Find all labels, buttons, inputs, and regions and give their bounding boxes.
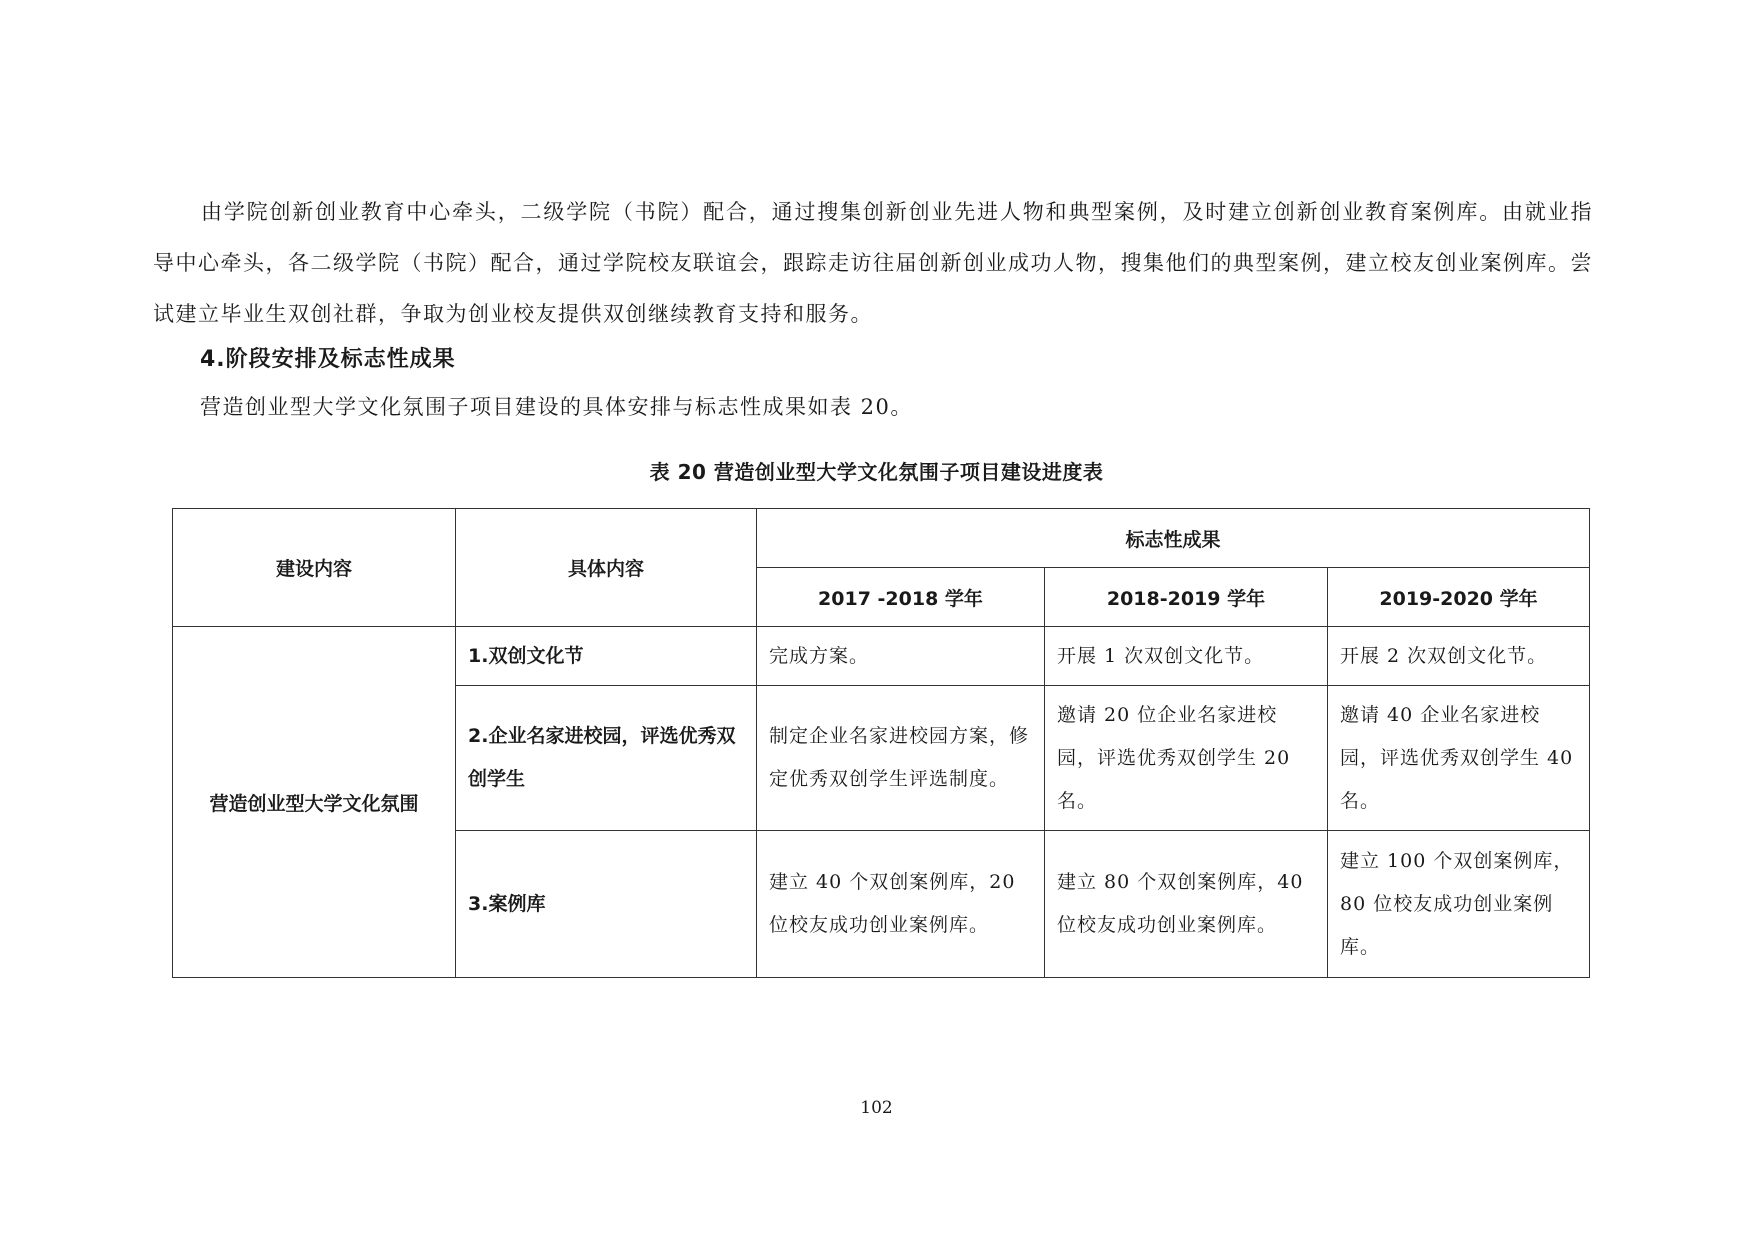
page-number: 102	[860, 1098, 893, 1118]
item-cell: 3.案例库	[456, 831, 757, 978]
header-content: 建设内容	[173, 509, 456, 627]
header-detail: 具体内容	[456, 509, 757, 627]
main-item-cell: 营造创业型大学文化氛围	[173, 627, 456, 978]
year1-cell: 制定企业名家进校园方案，修定优秀双创学生评选制度。	[757, 686, 1045, 831]
year3-cell: 邀请 40 企业名家进校园，评选优秀双创学生 40 名。	[1328, 686, 1590, 831]
table-row	[173, 627, 1590, 686]
header-year-1: 2017 -2018 学年	[757, 568, 1045, 627]
body-paragraph-2: 营造创业型大学文化氛围子项目建设的具体安排与标志性成果如表 20。	[200, 395, 913, 419]
header-results: 标志性成果	[757, 509, 1590, 568]
section-heading: 4.阶段安排及标志性成果	[200, 347, 456, 372]
header-year-3: 2019-2020 学年	[1328, 568, 1590, 627]
year3-cell: 建立 100 个双创案例库，80 位校友成功创业案例库。	[1328, 831, 1590, 978]
item-cell: 1.双创文化节	[456, 627, 757, 686]
item-cell: 2.企业名家进校园，评选优秀双创学生	[456, 686, 757, 831]
header-year-2: 2018-2019 学年	[1045, 568, 1328, 627]
year1-cell: 完成方案。	[757, 627, 1045, 686]
year2-cell: 邀请 20 位企业名家进校园，评选优秀双创学生 20 名。	[1045, 686, 1328, 831]
year2-cell: 开展 1 次双创文化节。	[1045, 627, 1328, 686]
table-header-row	[173, 509, 1590, 568]
table-caption: 表 20 营造创业型大学文化氛围子项目建设进度表	[649, 460, 1104, 484]
body-paragraph-1: 由学院创新创业教育中心牵头，二级学院（书院）配合，通过搜集创新创业先进人物和典型案例，及时建立创新创业教育案例库。由就业指导中心牵头，各二级学院（书院）配合，通过学院校友联谊会，跟踪走访往届创新创业成功人物，搜集他们的典型案例，建立校友创业案例库。尝试建立毕业生双创社群，争取为创业校友提供双创继续教育支持和服务。	[153, 200, 1593, 326]
progress-table	[172, 508, 1590, 978]
year1-cell: 建立 40 个双创案例库，20 位校友成功创业案例库。	[757, 831, 1045, 978]
year3-cell: 开展 2 次双创文化节。	[1328, 627, 1590, 686]
year2-cell: 建立 80 个双创案例库，40 位校友成功创业案例库。	[1045, 831, 1328, 978]
